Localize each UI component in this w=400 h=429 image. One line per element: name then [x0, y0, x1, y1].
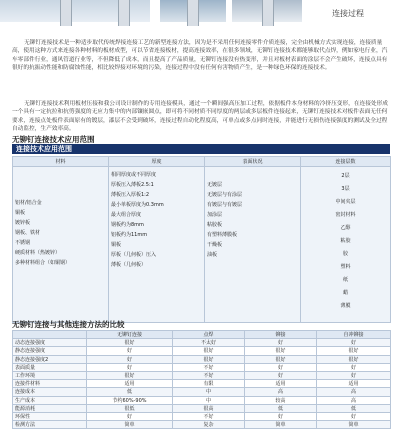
layer-item: 中间夹层 — [335, 199, 356, 205]
table-cell: 不好 — [173, 363, 245, 371]
table-cell: 适用 — [317, 380, 391, 388]
table-cell: 有限 — [173, 380, 245, 388]
table-cell: 好 — [245, 339, 317, 347]
table-cell: 不太好 — [173, 339, 245, 347]
table-cell: 好 — [317, 363, 391, 371]
layer-item: 乙醇 — [340, 225, 351, 231]
table-row — [13, 412, 391, 420]
process-caption: 连接过程 — [332, 9, 364, 18]
table-cell: 简单 — [87, 421, 173, 429]
thickness-item: 钢板约为8mm — [111, 222, 144, 228]
material-item: 不锈钢 — [15, 240, 31, 246]
table-cell: 低 — [245, 404, 317, 412]
layer-item: 密封材料 — [335, 212, 356, 218]
surface-item: 有塑料薄膜板 — [207, 232, 238, 238]
surface-item: 粘胶板 — [207, 222, 223, 228]
thickness-item: 薄板（几何板） — [111, 262, 147, 268]
thickness-item: 最大组合厚度 — [111, 212, 142, 218]
surface-item: 加涂层 — [207, 212, 223, 218]
table-cell: 很低 — [87, 404, 173, 412]
table-cell: 好 — [317, 412, 391, 420]
table-cell: 很好 — [317, 355, 391, 363]
surface-item: 油板 — [207, 252, 218, 258]
layer-item: 3层 — [341, 186, 350, 192]
row-label: 生产成本 — [13, 396, 87, 404]
row-label: 静态连接强度2 — [13, 355, 87, 363]
comparison-section-title: 无铆钉连接与其他连接方法的比较 — [12, 320, 125, 329]
surface-item: 无镀层与有涂层 — [207, 192, 243, 198]
column-header: 自冲铆接 — [317, 331, 391, 339]
table-cell: 不好 — [173, 412, 245, 420]
application-table — [12, 156, 391, 323]
table-cell: 好 — [317, 339, 391, 347]
table-cell: 好 — [317, 371, 391, 379]
material-item: 多种材料组合（如铜钢） — [15, 260, 71, 266]
column-header: 厚度 — [109, 157, 205, 167]
table-row — [13, 404, 391, 412]
table-cell: 很好 — [173, 355, 245, 363]
thickness-item: 薄板压入厚板1:2 — [111, 192, 150, 198]
layer-item: 塑料 — [340, 264, 351, 270]
material-item: 硬质材料（热镀锌） — [15, 250, 61, 256]
table-cell: 中 — [173, 396, 245, 404]
layer-item: 2层 — [341, 173, 350, 179]
table-cell: 好 — [245, 363, 317, 371]
surface-item: 有镀层与有镀层 — [207, 202, 243, 208]
row-label: 连接成本 — [13, 388, 87, 396]
table-cell: 适用 — [87, 380, 173, 388]
table-cell: 好 — [245, 371, 317, 379]
row-label: 连接件材料 — [13, 380, 87, 388]
table-cell: 简单 — [245, 421, 317, 429]
material-item: 钢板、铁材 — [15, 230, 41, 236]
table-cell: 很好 — [173, 347, 245, 355]
column-header: 连接层数 — [301, 157, 391, 167]
table-cell: 高 — [317, 388, 391, 396]
layer-item: 薄膜 — [340, 303, 351, 309]
table-cell: 很好 — [245, 347, 317, 355]
surface-item: 干燥板 — [207, 242, 223, 248]
comparison-table — [12, 330, 391, 429]
table-cell: 好 — [87, 412, 173, 420]
table-cell: 复杂 — [173, 421, 245, 429]
row-label: 静态连接强度 — [13, 347, 87, 355]
surface-item: 无镀层 — [207, 182, 223, 188]
intro-paragraph-2: 无铆钉连接技术利用板材压接和我公司设计制作的专用连接模具，通过一个瞬间强高压加工过程，依据板件本身材料的冷挤压变形，在连接处形成一个具有一定抗拉和抗剪强度的无应力集中的内部镶嵌圆点，即可将不同材质不同厚度的两层或多层板件连接起来，无铆钉连接技术对板件表面无任何要求，连接点处板件表面原有的镀层，漆层不会受到破坏，连接过程自动化程度高，可单点或多点同时连接，并能进行无损伤连接强度的测试及全过程自动监控，生产效率高。 — [12, 101, 388, 133]
thickness-item: 最小单板厚度为0.3mm — [111, 202, 164, 208]
table-cell: 很好 — [87, 371, 173, 379]
material-item: 铜板 — [15, 210, 26, 216]
process-image-strip — [0, 0, 400, 30]
table-cell: 低 — [87, 388, 173, 396]
column-header: 材料 — [13, 157, 109, 167]
table-cell: 好 — [87, 355, 173, 363]
column-header: 表面状况 — [205, 157, 301, 167]
table-row — [13, 363, 391, 371]
punch-tool-shape — [262, 0, 274, 26]
table-row — [13, 347, 391, 355]
punch-tool-shape — [118, 0, 130, 26]
table-row — [13, 371, 391, 379]
table-cell: 好 — [245, 412, 317, 420]
thickness-item: 铝板约为11mm — [111, 232, 148, 238]
layer-item: 纸 — [342, 277, 348, 283]
table-cell: 不好 — [173, 371, 245, 379]
table-cell: 很高 — [173, 404, 245, 412]
row-label: 检测方法 — [13, 421, 87, 429]
table-cell: 好 — [87, 363, 173, 371]
table-row — [13, 355, 391, 363]
table-row — [13, 380, 391, 388]
punch-tool-shape — [187, 0, 199, 26]
thickness-item: 厚板压入薄板2.5:1 — [111, 182, 154, 188]
application-section-title: 无铆钉连接技术应用范围 — [12, 135, 95, 144]
table-cell: 高 — [245, 388, 317, 396]
thickness-item: 铜板 — [111, 242, 122, 248]
table-cell: 很好 — [245, 355, 317, 363]
table-row — [13, 388, 391, 396]
row-label: 能源消耗 — [13, 404, 87, 412]
table-row — [13, 421, 391, 429]
table-cell: 低 — [317, 404, 391, 412]
row-label: 动态连接强度 — [13, 339, 87, 347]
table-row — [13, 396, 391, 404]
punch-tool-shape — [60, 0, 72, 26]
layer-item: 蜡 — [342, 290, 348, 296]
column-header: 铆接 — [245, 331, 317, 339]
material-item: 铝材/铝合金 — [15, 200, 42, 206]
table-cell: 简单 — [317, 421, 391, 429]
column-header: 无铆钉连接 — [87, 331, 173, 339]
table-row — [13, 339, 391, 347]
table-cell: 节约60%-90% — [87, 396, 173, 404]
material-item: 镀锌板 — [15, 220, 31, 226]
row-label: 工作环境 — [13, 371, 87, 379]
table-cell: 高 — [317, 396, 391, 404]
thickness-item: 相同厚度或不同厚度 — [111, 172, 157, 178]
table-cell: 很好 — [87, 339, 173, 347]
table-cell: 很好 — [317, 347, 391, 355]
table-cell: 中 — [173, 388, 245, 396]
column-header — [13, 331, 87, 339]
application-table-bar: 连接技术应用范围 — [12, 144, 390, 154]
intro-paragraph-1: 无铆钉连接技术是一种适步取代传统焊接连接工艺的新型连接方法，因为是不采用任何连接零件介质连接，完全由机械方式实现连接，连接质量高，使用这种方式来连接各种材料的板材成型，可以节省连接板材，提高连接效率，在很多领域，无铆钉连接技术都能够取代点焊，例如家电行业，汽车零部件行业，通风管道行业等，不但降低了成本，而且提高了产品质量，无铆钉连接没有热变形，并且对板材表面的涂层不会产生破坏，连接点具有很好的抗振动性能和防腐蚀性能，相比较焊接对环境的污染，连接过程中没有任何有害物质产生，是一种绿色环保的连接技术。 — [12, 40, 388, 72]
table-cell: 适用 — [245, 380, 317, 388]
table-cell: 好 — [87, 347, 173, 355]
row-label: 表面质量 — [13, 363, 87, 371]
thickness-item: 厚板（几何板）压入 — [111, 252, 157, 258]
layer-item: 胶 — [342, 251, 348, 257]
column-header: 点焊 — [173, 331, 245, 339]
table-cell: 较高 — [245, 396, 317, 404]
layer-item: 粘胶 — [340, 238, 351, 244]
row-label: 环保性 — [13, 412, 87, 420]
